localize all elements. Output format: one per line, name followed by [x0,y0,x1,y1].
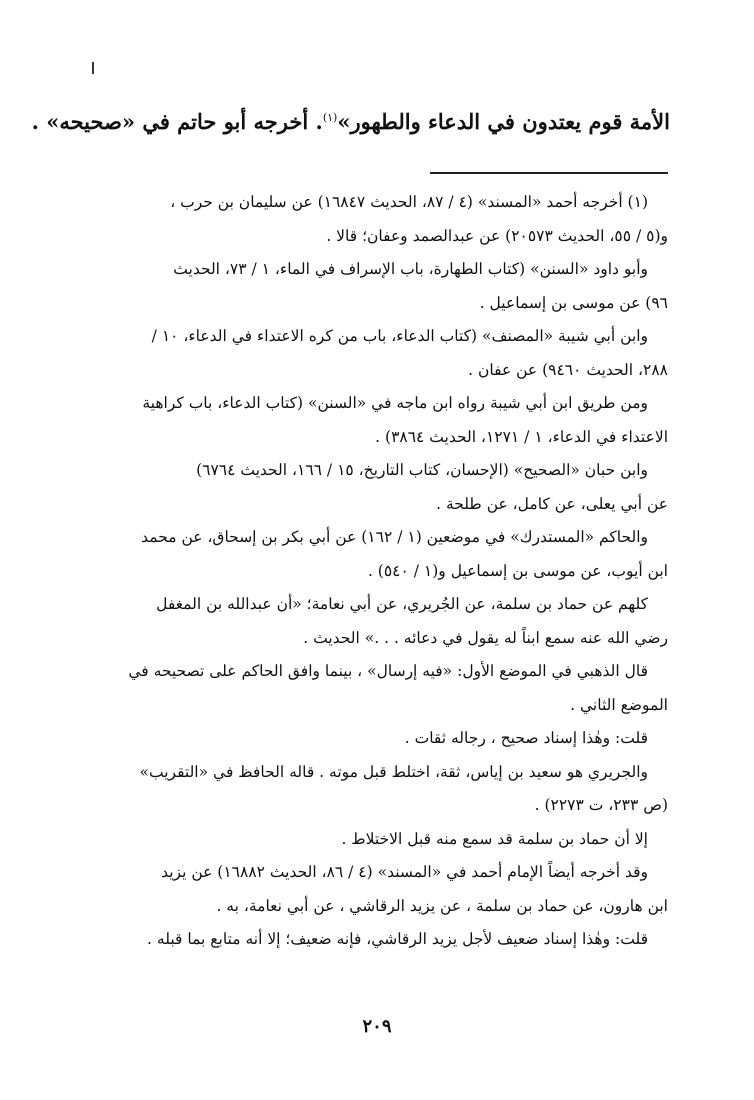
footnote-line: وأبو داود «السنن» (كتاب الطهارة، باب الإسراف في الماء، ١ / ٧٣، الحديث [173,260,648,278]
footnote-line: إلا أن حماد بن سلمة قد سمع منه قبل الاختلاط . [341,829,648,848]
footnote-line: قال الذهبي في الموضع الأول: «فيه إرسال» ، بينما وافق الحاكم على تصحيحه في [128,662,648,680]
corner-mark [92,62,94,74]
footnote-line: قلت: وهٰذا إسناد صحيح ، رجاله ثقات . [404,729,648,747]
footnote-line: ابن هارون، عن حماد بن سلمة ، عن يزيد الرقاشي ، عن أبي نعامة، به . [216,896,668,915]
footnote-line: عن أبي يعلى، عن كامل، عن طلحة . [436,494,668,513]
footnote-line: و(٥ / ٥٥، الحديث ٢٠٥٧٣) عن عبدالصمد وعفان؛ قالا . [326,226,668,245]
footnote-line: ٢٨٨، الحديث ٩٤٦٠) عن عفان . [468,360,668,379]
footnotes-block [88,186,668,957]
footnote-line: وابن حبان «الصحيح» (الإحسان، كتاب التاريخ، ١٥ / ١٦٦، الحديث ٦٧٦٤) [196,461,648,479]
footnote-line: ومن طريق ابن أبي شيبة رواه ابن ماجه في «السنن» (كتاب الدعاء، باب كراهية [142,394,648,412]
footnote-line: قلت: وهٰذا إسناد ضعيف لأجل يزيد الرقاشي، فإنه ضعيف؛ إلا أنه متابع بما قبله . [147,930,648,948]
main-text: الأمة قوم يعتدون في الدعاء والطهور» [337,109,670,134]
footnote-separator [430,172,668,174]
footnote-line: ٩٦) عن موسى بن إسماعيل . [479,293,668,312]
footnote-reference: (١) [322,111,338,124]
footnote-line: ابن أيوب، عن موسى بن إسماعيل و(١ / ٥٤٠) . [367,561,668,580]
footnote-line: رضي الله عنه سمع ابناً له يقول في دعائه . . .» الحديث . [303,628,668,647]
footnote-line: كلهم عن حماد بن سلمة، عن الجُريري، عن أبي نعامة؛ «أن عبدالله بن المغفل [156,595,648,613]
main-text-end: . أخرجه أبو حاتم في «صحيحه» . [31,109,323,134]
footnote-line: وابن أبي شيبة «المصنف» (كتاب الدعاء، باب من كره الاعتداء في الدعاء، ١٠ / [151,327,648,345]
footnote-line: والحاكم «المستدرك» في موضعين (١ / ١٦٢) عن أبي بكر بن إسحاق، عن محمد [141,528,648,546]
footnote-line: وقد أخرجه أيضاً الإمام أحمد في «المسند» (٤ / ٨٦، الحديث ١٦٨٨٢) عن يزيد [161,863,648,881]
footnote-line: (١) أخرجه أحمد «المسند» (٤ / ٨٧، الحديث ١٦٨٤٧) عن سليمان بن حرب ، [170,193,648,211]
footnote-line: الموضع الثاني . [570,695,668,714]
page-number: ٢٠٩ [362,1016,392,1037]
footnote-line: (ص ٢٣٣، ت ٢٢٧٣) . [534,796,668,814]
footnote-line: الاعتداء في الدعاء، ١ / ١٢٧١، الحديث ٣٨٦٤) . [375,427,668,446]
footnote-line: والجريري هو سعيد بن إياس، ثقة، اختلط قبل موته . قاله الحافظ في «التقريب» [139,762,648,781]
main-text-line [31,100,670,140]
